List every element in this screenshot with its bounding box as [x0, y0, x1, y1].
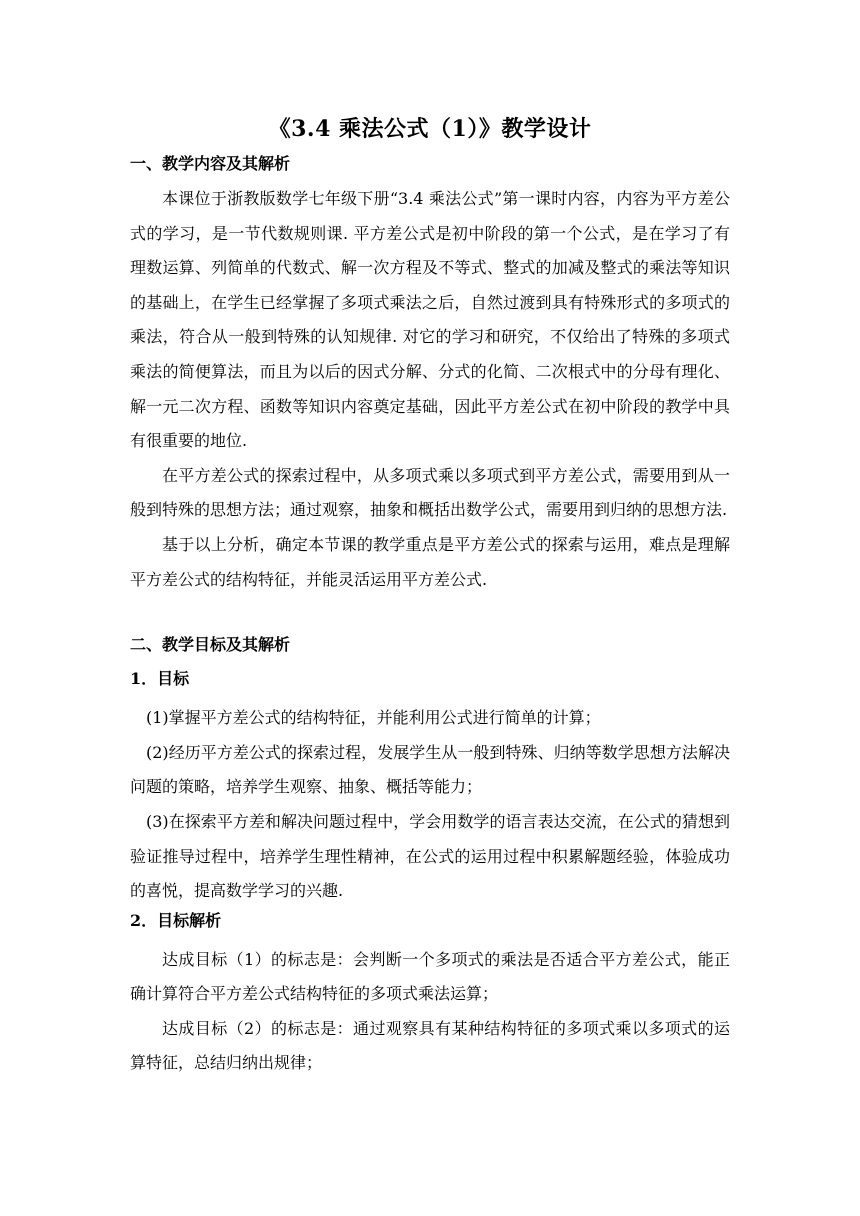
subheading-goal-analysis: 2．目标解析: [130, 910, 222, 930]
goal-analysis-1: 达成目标（1）的标志是：会判断一个多项式的乘法是否适合平方差公式，能正确计算符合平方差公式结构特征的多项式乘法运算；: [130, 949, 730, 1004]
section-heading-teaching-content: 一、教学内容及其解析: [130, 154, 291, 173]
goal-item-1: (1)掌握平方差公式的结构特征，并能利用公式进行简单的计算；: [146, 708, 601, 728]
goal-item-2: (2)经历平方差公式的探索过程，发展学生从一般到特殊、归纳等数学思想方法解决问题的策略，培养学生观察、抽象、概括等能力；: [130, 742, 730, 797]
paragraph-key-points: 基于以上分析，确定本节课的教学重点是平方差公式的探索与运用，难点是理解平方差公式的结构特征，并能灵活运用平方差公式.: [130, 534, 730, 589]
goal-item-3: (3)在探索平方差和解决问题过程中，学会用数学的语言表达交流，在公式的猜想到验证推导过程中，培养学生理性精神，在公式的运用过程中积累解题经验，体验成功的喜悦，提高数学学习的兴趣.: [130, 811, 730, 901]
document-page: [130, 112, 730, 1081]
paragraph-content-intro: 本课位于浙教版数学七年级下册“3.4 乘法公式”第一课时内容，内容为平方差公式的学习，是一节代数规则课. 平方差公式是初中阶段的第一个公式，是在学习了有理数运算、列简单的代数式、解一次方程及不等式、整式的加减及整式的乘法等知识的基础上，在学生已经掌握了多项式乘法之后，自然过渡到具有特殊形式的多项式的乘法，符合从一般到特殊的认知规律. 对它的学习和研究，不仅给出了特殊的多项式乘法的简便算法，而且为以后的因式分解、分式的化简、二次根式中的分母有理化、解一元二次方程、函数等知识内容奠定基础，因此平方差公式在初中阶段的教学中具有很重要的地位.: [130, 189, 730, 451]
section-heading-teaching-goals: 二、教学目标及其解析: [130, 635, 291, 655]
goal-analysis-2: 达成目标（2）的标志是：通过观察具有某种结构特征的多项式乘以多项式的运算特征，总结归纳出规律；: [130, 1018, 730, 1073]
section-spacer: [130, 597, 730, 633]
subheading-goals: 1．目标: [130, 669, 190, 689]
document-title: 《3.4 乘法公式（1）》教学设计: [268, 116, 592, 142]
paragraph-thinking-methods: 在平方差公式的探索过程中，从多项式乘以多项式到平方差公式，需要用到从一般到特殊的思想方法；通过观察，抽象和概括出数学公式，需要用到归纳的思想方法.: [130, 465, 730, 520]
